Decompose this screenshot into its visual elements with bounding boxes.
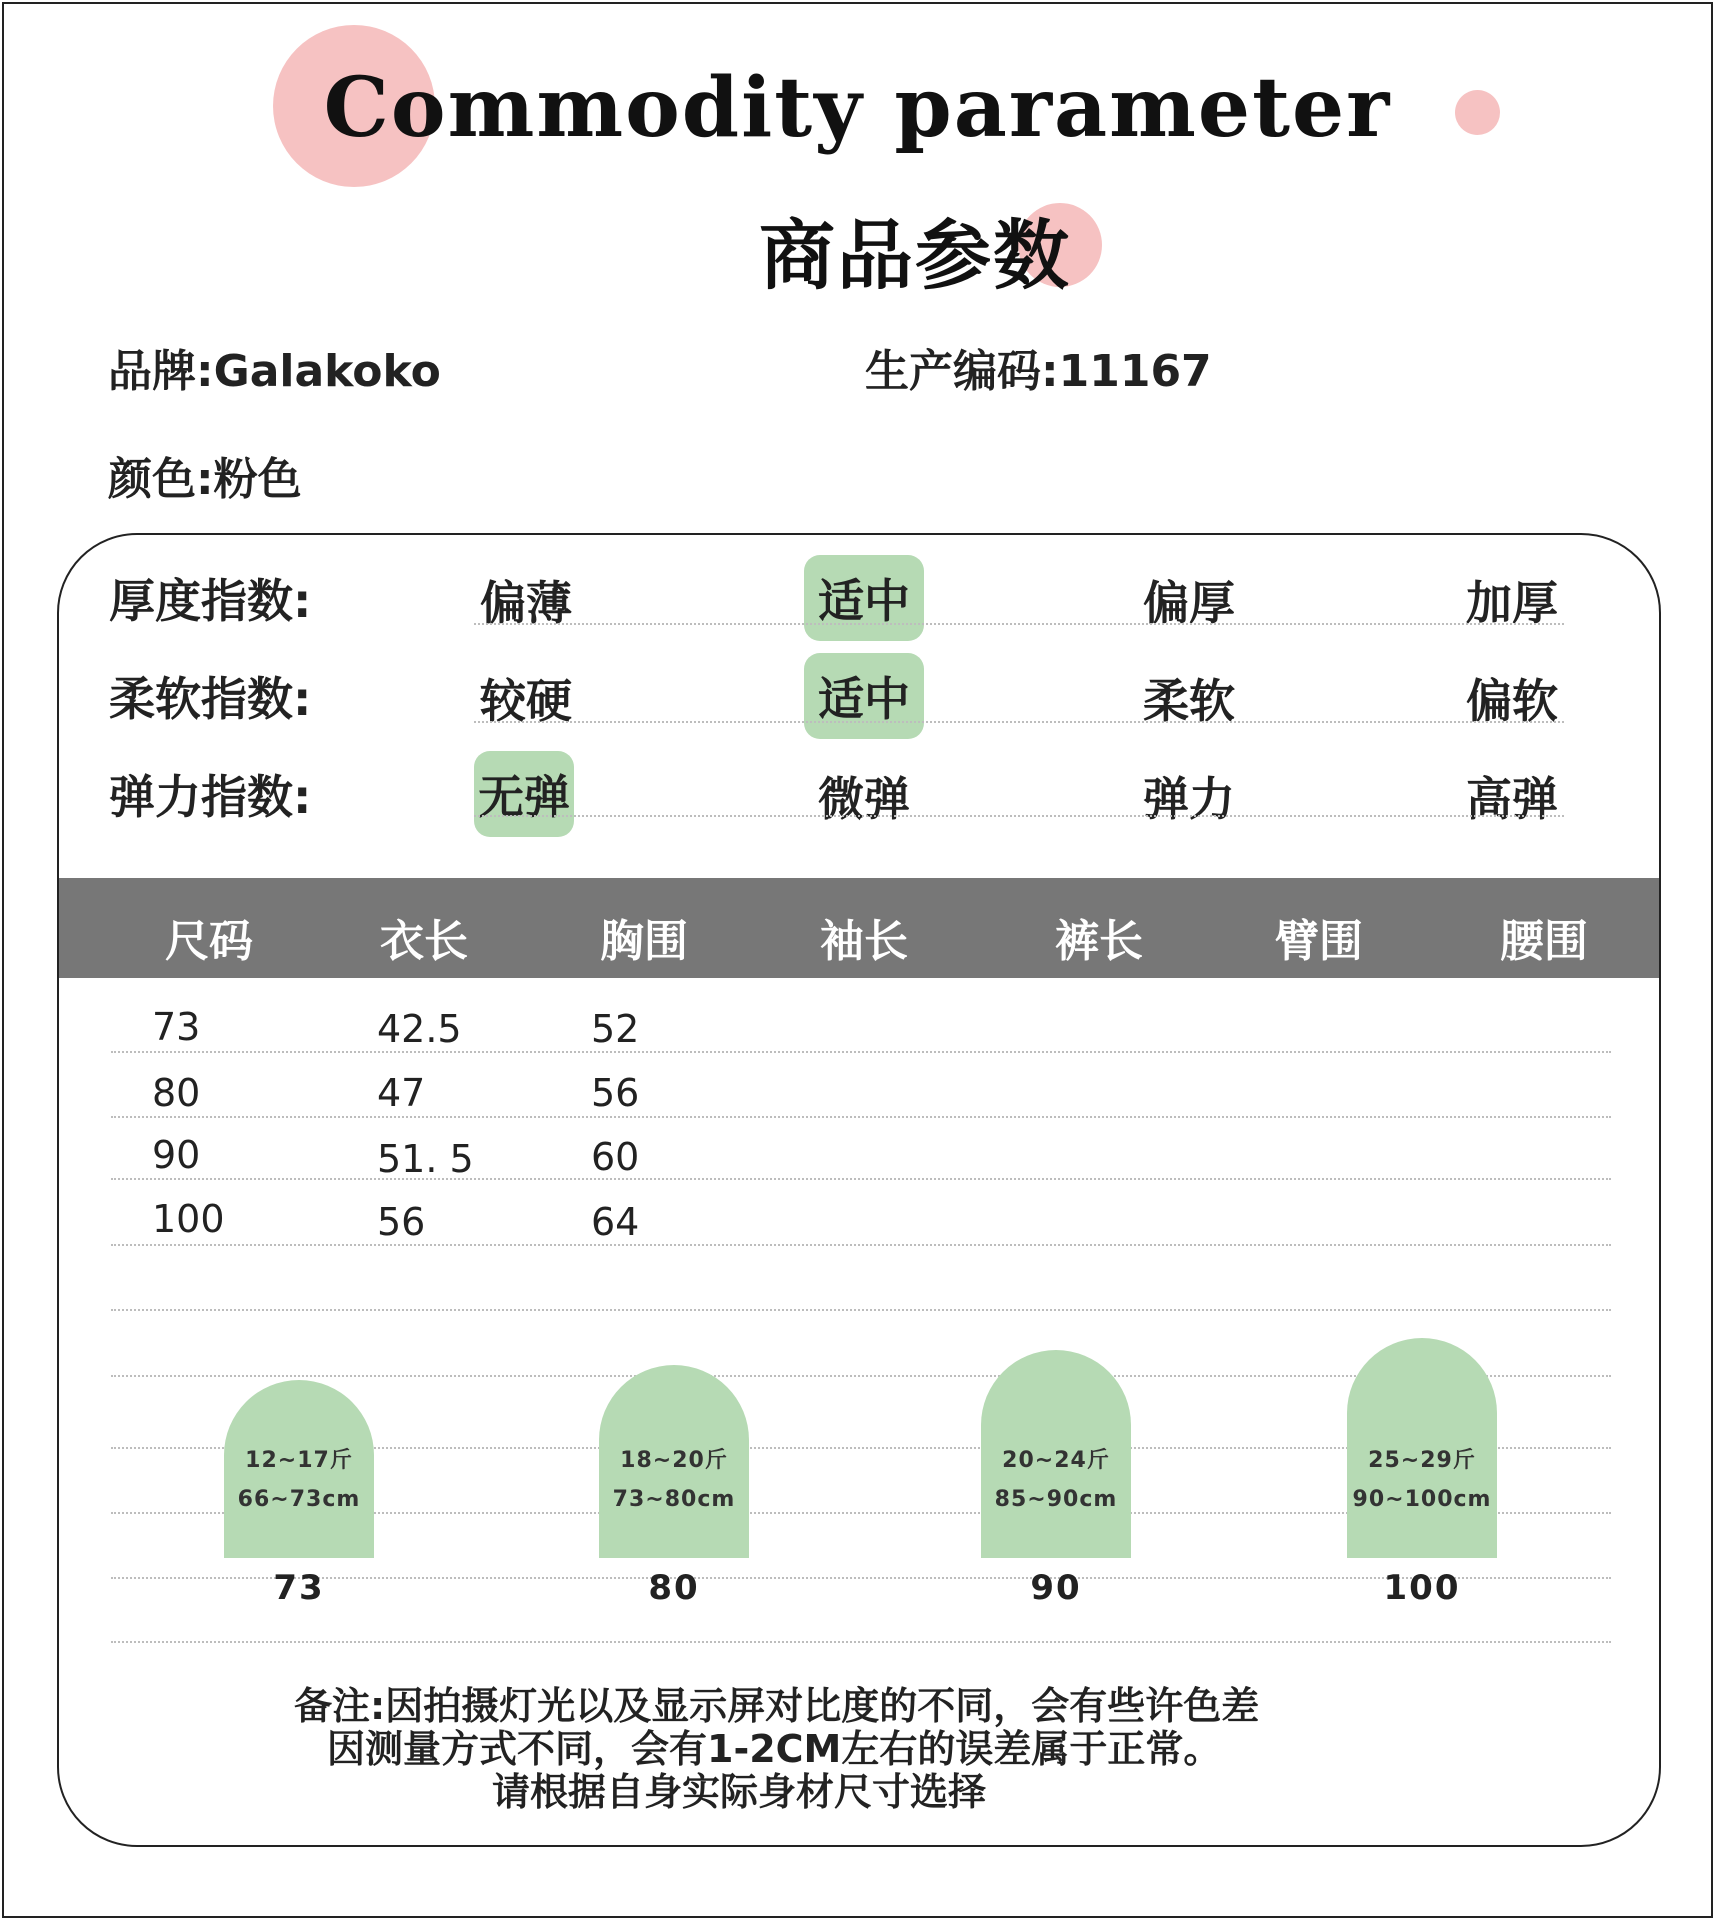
index-option: 偏薄 — [480, 576, 572, 630]
weight-range: 12~17斤 — [245, 1448, 353, 1473]
index-option: 加厚 — [1466, 576, 1558, 630]
divider — [474, 721, 1564, 723]
size-label: 80 — [648, 1568, 700, 1608]
brand-info: 品牌:Galakoko — [108, 346, 441, 397]
weight-range: 18~20斤 — [620, 1448, 728, 1473]
color-info: 颜色:粉色 — [108, 454, 302, 505]
height-range: 66~73cm — [237, 1487, 361, 1512]
index-option: 弹力 — [1143, 772, 1235, 826]
size-label: 100 — [1383, 1568, 1461, 1608]
note-line: 请根据自身实际身材尺寸选择 — [492, 1770, 987, 1814]
note-line: 因测量方式不同，会有1-2CM左右的误差属于正常。 — [327, 1727, 1222, 1771]
table-cell: 90 — [152, 1133, 201, 1177]
column-header: 臂围 — [1275, 916, 1363, 967]
divider — [474, 623, 1564, 625]
note-line: 备注:因拍摄灯光以及显示屏对比度的不同，会有些许色差 — [294, 1684, 1260, 1728]
divider — [111, 1244, 1611, 1246]
table-cell: 51. 5 — [377, 1137, 474, 1181]
column-header: 裤长 — [1055, 916, 1143, 967]
index-option: 偏软 — [1466, 674, 1558, 728]
divider — [111, 1116, 1611, 1118]
height-range: 90~100cm — [1352, 1487, 1492, 1512]
size-label: 90 — [1030, 1568, 1082, 1608]
weight-range: 25~29斤 — [1368, 1448, 1476, 1473]
index-option: 偏厚 — [1143, 576, 1235, 630]
index-option-selected: 适中 — [804, 653, 924, 739]
index-option-selected: 适中 — [804, 555, 924, 641]
table-cell: 64 — [591, 1200, 640, 1244]
divider — [474, 815, 1564, 817]
index-option: 微弹 — [818, 772, 910, 826]
table-cell: 80 — [152, 1071, 201, 1115]
index-option-selected: 无弹 — [474, 751, 574, 837]
table-cell: 100 — [152, 1197, 225, 1241]
title-english: Commodity parameter — [323, 60, 1392, 156]
column-header: 衣长 — [380, 916, 468, 967]
column-header: 尺码 — [165, 916, 253, 967]
size-label: 73 — [273, 1568, 325, 1608]
index-option: 柔软 — [1143, 674, 1235, 728]
divider — [111, 1309, 1611, 1311]
table-cell: 56 — [377, 1200, 426, 1244]
index-label: 柔软指数: — [109, 672, 312, 726]
table-cell: 73 — [152, 1005, 201, 1049]
column-header: 袖长 — [820, 916, 908, 967]
table-cell: 60 — [591, 1135, 640, 1179]
column-header: 腰围 — [1500, 916, 1588, 967]
parameter-panel — [57, 533, 1661, 1847]
divider — [111, 1178, 1611, 1180]
table-cell: 42.5 — [377, 1007, 462, 1051]
height-range: 85~90cm — [994, 1487, 1118, 1512]
table-cell: 52 — [591, 1007, 640, 1051]
divider — [111, 1051, 1611, 1053]
divider — [111, 1641, 1611, 1643]
table-cell: 47 — [377, 1071, 426, 1115]
title-chinese: 商品参数 — [759, 211, 1071, 300]
table-cell: 56 — [591, 1071, 640, 1115]
index-option: 较硬 — [480, 674, 572, 728]
index-option: 高弹 — [1466, 772, 1558, 826]
weight-range: 20~24斤 — [1002, 1448, 1110, 1473]
height-range: 73~80cm — [612, 1487, 736, 1512]
product-code: 生产编码:11167 — [865, 346, 1212, 397]
index-label: 弹力指数: — [109, 770, 312, 824]
column-header: 胸围 — [600, 916, 688, 967]
index-label: 厚度指数: — [109, 574, 312, 628]
